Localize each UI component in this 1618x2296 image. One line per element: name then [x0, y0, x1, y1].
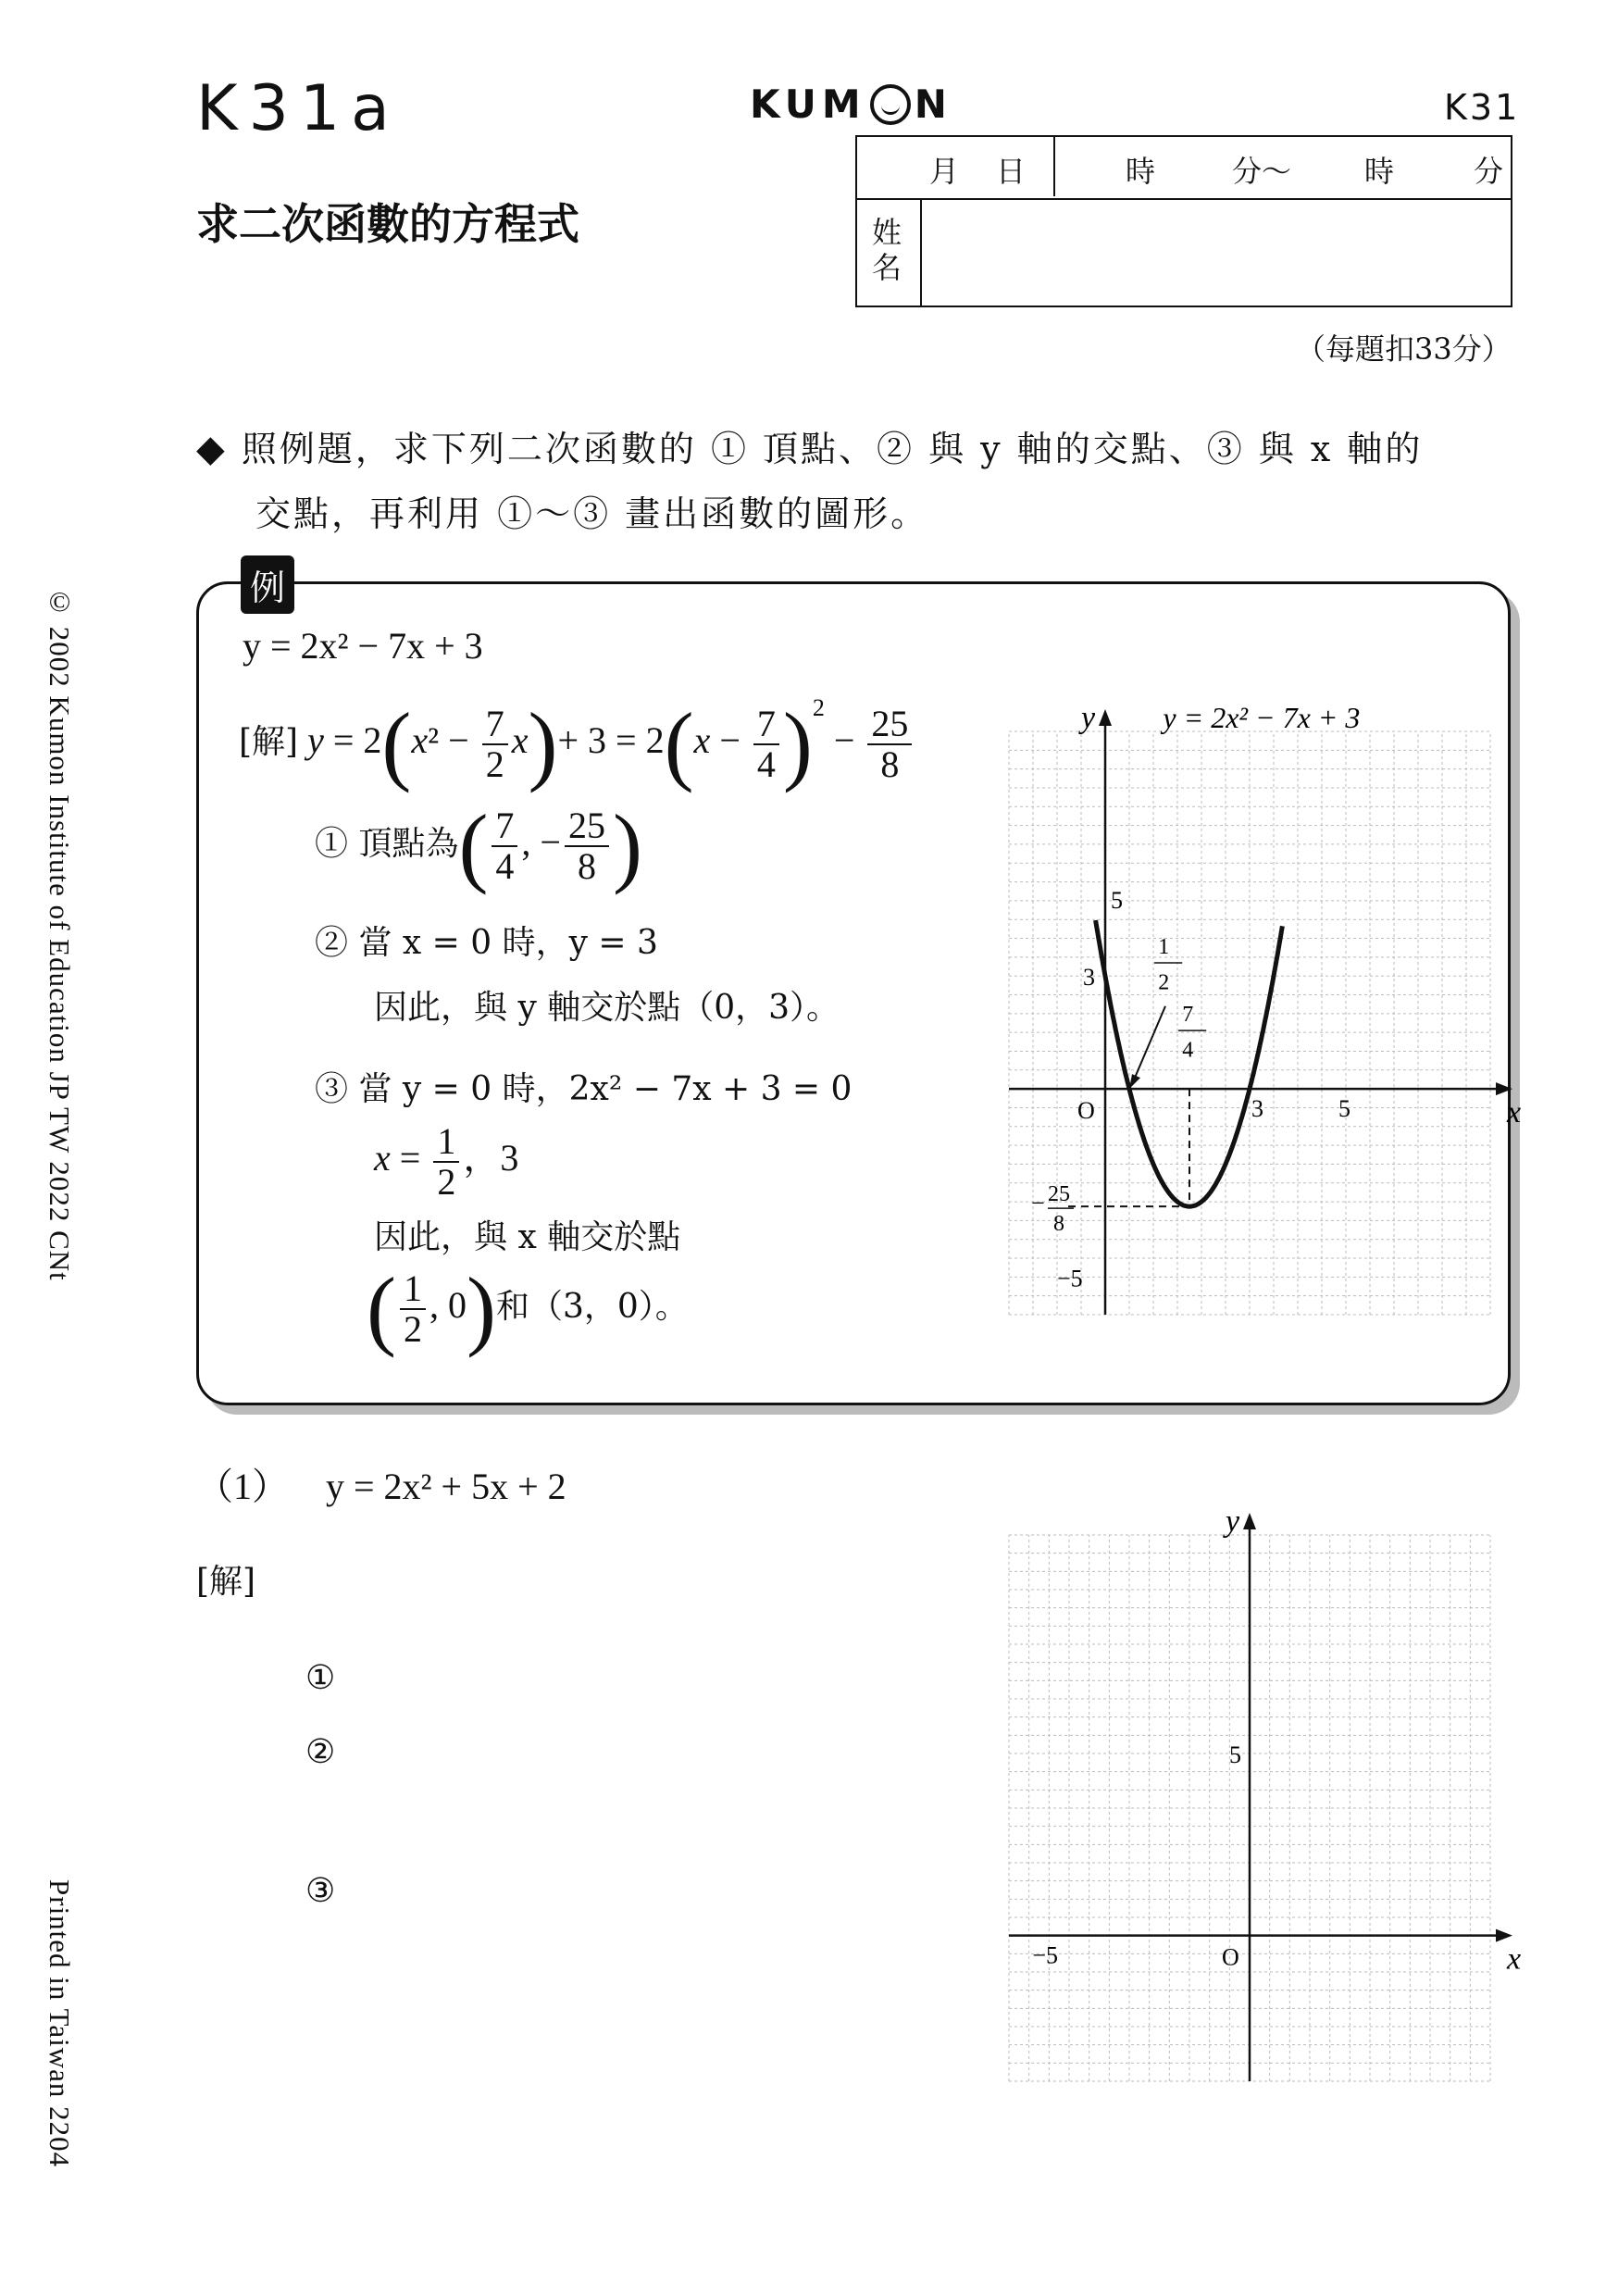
annot-half-arrow	[1132, 1006, 1165, 1085]
example-step-3-points: ( $\frac{1}{2}$ , 0)和（3，0）。	[367, 1259, 689, 1358]
annot-half-arrowhead	[1129, 1074, 1140, 1089]
y-tick-neg-25-num: 25	[1048, 1182, 1070, 1207]
origin-label: O	[1077, 1097, 1095, 1125]
y-axis-arrow	[1099, 709, 1112, 726]
problem-1-item-1: ①	[305, 1659, 336, 1697]
y-tick-neg-sign: −	[1031, 1190, 1045, 1217]
diamond-icon: ◆	[196, 428, 228, 470]
example-step-2-line-1: ② 當 x = 0 時，y = 3	[315, 924, 658, 962]
y-tick-neg-25-den: 8	[1053, 1212, 1064, 1237]
x-axis-arrow	[1496, 1929, 1512, 1942]
example-completing-square: [解] y = 2(x² − $\frac{7}{2}$ x)+ 3 = 2(x − $\frac{7}{4}$ )$^2$ − $\frac{25}{8}$	[239, 694, 915, 789]
example-equation: y = 2x² − 7x + 3	[243, 625, 483, 667]
annot-seven-fourths-num: 7	[1182, 1002, 1194, 1027]
page-title: 求二次函數的方程式	[196, 199, 579, 249]
x-tick-neg-5: −5	[1032, 1941, 1059, 1969]
points-tail: 和（3，0）。	[495, 1288, 689, 1327]
problem-1-graph[interactable]	[1000, 1504, 1522, 2100]
origin-label: O	[1222, 1943, 1239, 1971]
day-label: 日	[996, 154, 1027, 189]
step1-text: ① 頂點為	[315, 825, 459, 864]
y-axis-label: y	[1081, 701, 1096, 735]
date-name-table	[855, 135, 1512, 307]
minute-tilde-label: 分～	[1232, 154, 1292, 189]
problem-1-equation: y = 2x² + 5x + 2	[326, 1466, 566, 1507]
roots-tail: ，3	[463, 1137, 519, 1179]
y-axis-label: y	[1226, 1504, 1240, 1539]
instruction-line-1: 照例題，求下列二次函數的 ① 頂點、② 與 y 軸的交點、③ 與 x 軸的	[241, 429, 1424, 469]
problem-number: （1）	[196, 1466, 289, 1507]
copyright-notice: © 2002 Kumon Institute of Education JP TW 2022 CNt	[44, 585, 76, 1281]
parabola-curve	[1096, 920, 1283, 1206]
example-step-2-line-2: 因此，與 y 軸交於點（0，3）。	[374, 989, 840, 1027]
printed-notice: Printed in Taiwan 2204	[44, 1879, 76, 2168]
x-axis-arrow	[1496, 1082, 1512, 1095]
example-step-3-line-1: ③ 當 y = 0 時，2x² − 7x + 3 = 0	[315, 1070, 853, 1108]
hour-label: 時	[1126, 154, 1156, 189]
y-tick-5: 5	[1111, 886, 1123, 914]
problem-1-solve-label: [解]	[196, 1563, 256, 1601]
y-tick-3: 3	[1083, 964, 1095, 992]
problem-1-item-2: ②	[305, 1733, 336, 1771]
hour-label-2: 時	[1364, 154, 1395, 189]
example-graph	[1000, 701, 1522, 1333]
month-label: 月	[929, 154, 960, 189]
name-label: 姓名	[872, 215, 902, 285]
example-step-3-line-3: 因此，與 x 軸交於點	[374, 1218, 681, 1256]
y-tick-5: 5	[1229, 1741, 1241, 1768]
worksheet-code: K31a	[196, 72, 401, 145]
date-time-row	[857, 137, 1511, 200]
y-tick-neg-5: −5	[1057, 1265, 1083, 1292]
x-tick-5: 5	[1338, 1095, 1350, 1123]
y-axis-arrow	[1243, 1513, 1256, 1529]
score-note: （每題扣33分）	[1296, 331, 1512, 367]
instruction-line-2: 交點，再利用 ①～③ 畫出函數的圖形。	[255, 493, 929, 534]
x-axis-label: x	[1507, 1941, 1522, 1977]
problem-1-header	[196, 1457, 566, 1510]
example-label: 例	[241, 555, 294, 614]
problem-1-item-3: ③	[305, 1872, 336, 1910]
graph-equation-label: y = 2x² − 7x + 3	[1163, 701, 1361, 734]
annot-half-den: 2	[1158, 970, 1170, 995]
annot-seven-fourths-den: 4	[1182, 1038, 1194, 1063]
example-step-3-roots: x = $\frac{1}{2}$ ，3	[374, 1120, 519, 1203]
minute-label-2: 分	[1474, 154, 1504, 189]
problem-1-answer-area[interactable]	[370, 1629, 963, 2111]
kumon-logo: KUM N	[750, 81, 952, 127]
example-step-1: ① 頂點為( $\frac{7}{4}$ , − $\frac{25}{8}$ )	[315, 796, 642, 895]
x-axis-label: x	[1507, 1095, 1522, 1130]
worksheet-ref: K31	[1444, 87, 1521, 128]
solve-label: [解]	[239, 723, 299, 761]
instructions	[196, 417, 1529, 546]
x-tick-3: 3	[1251, 1095, 1263, 1123]
name-field[interactable]	[924, 200, 1507, 304]
annot-half-num: 1	[1158, 934, 1170, 959]
